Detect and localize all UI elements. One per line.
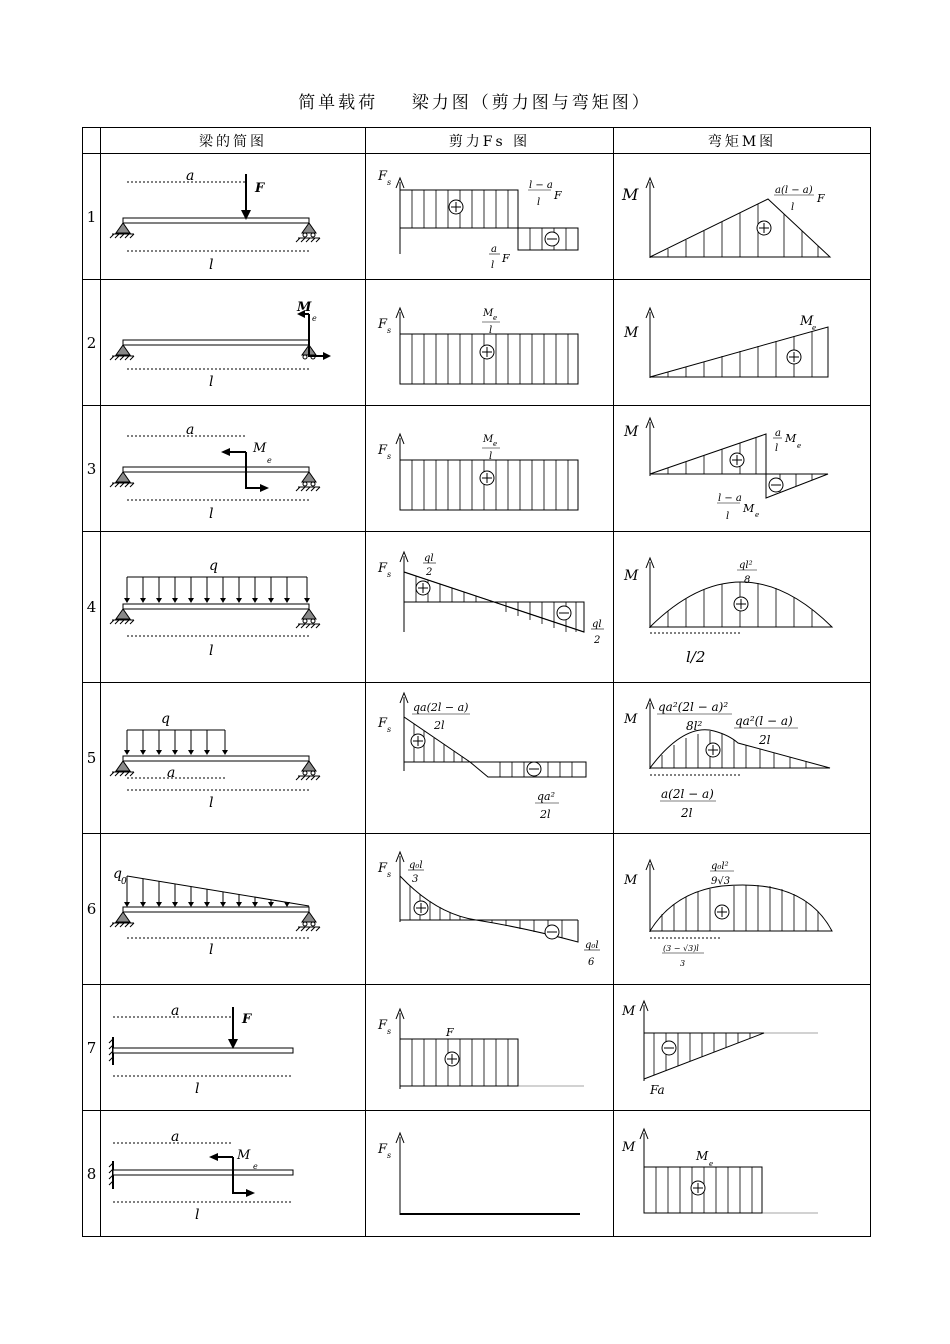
- shear-diagram-cell: [366, 406, 614, 532]
- svg-text:2l: 2l: [540, 808, 551, 821]
- svg-text:ql: ql: [424, 553, 434, 564]
- svg-text:l: l: [489, 325, 493, 336]
- svg-text:6: 6: [588, 957, 595, 968]
- label-a: a: [167, 765, 176, 781]
- distributed-load-icon: [124, 730, 228, 755]
- svg-text:s: s: [387, 725, 392, 734]
- shear-diagram-cell: [366, 985, 614, 1111]
- plus-sign-icon: [734, 597, 748, 611]
- label-l: l: [209, 942, 214, 958]
- label-l: l: [195, 1081, 200, 1097]
- table-row: [83, 532, 871, 683]
- moment-diagram-cell: [614, 683, 871, 834]
- plus-sign-icon: [706, 743, 720, 757]
- svg-text:e: e: [709, 1160, 714, 1168]
- svg-text:F: F: [446, 1026, 454, 1039]
- svg-text:s: s: [387, 870, 392, 879]
- svg-text:2: 2: [594, 635, 601, 646]
- moment-diagram-cell: [614, 834, 871, 985]
- shear-diagram-5: [366, 683, 614, 833]
- plus-sign-icon: [445, 1052, 459, 1066]
- table-row: [83, 280, 871, 406]
- minus-sign-icon: [557, 606, 571, 620]
- svg-text:0: 0: [121, 877, 127, 887]
- label-l: l: [209, 643, 214, 659]
- table-row: [83, 834, 871, 985]
- roller-support-icon: [296, 223, 320, 242]
- axis-label: F: [378, 561, 388, 576]
- svg-text:3: 3: [680, 959, 686, 968]
- svg-text:Fa: Fa: [650, 1083, 665, 1097]
- distributed-load-icon: [124, 876, 290, 907]
- label-l: l: [209, 374, 214, 390]
- shear-diagram-2: [366, 280, 614, 405]
- label-a: a: [186, 168, 195, 184]
- svg-text:e: e: [493, 314, 498, 322]
- plus-sign-icon: [449, 200, 463, 214]
- table-row: [83, 406, 871, 532]
- svg-text:M: M: [743, 502, 755, 515]
- svg-text:F: F: [817, 192, 825, 205]
- svg-text:e: e: [312, 314, 317, 323]
- moment-diagram-1: [614, 154, 871, 279]
- shear-diagram-cell: [366, 154, 614, 280]
- axis-label: F: [378, 169, 388, 184]
- pin-support-icon: [110, 912, 134, 927]
- row-number: 5: [83, 683, 101, 834]
- plus-sign-icon: [411, 734, 425, 748]
- label-a: a: [186, 422, 195, 438]
- label-a: a: [171, 1129, 180, 1145]
- moment-diagram-4: [614, 532, 871, 682]
- moment-diagram-7: [614, 985, 871, 1110]
- svg-text:M: M: [483, 308, 494, 319]
- moment-diagram-5: [614, 683, 871, 833]
- beam-sketch-cell: [101, 406, 366, 532]
- svg-text:l: l: [726, 511, 730, 522]
- svg-text:qa²(2l − a)²: qa²(2l − a)²: [658, 700, 729, 714]
- moment-diagram-6: [614, 834, 871, 984]
- beam-sketch-7: [101, 985, 366, 1110]
- svg-text:a: a: [491, 244, 497, 255]
- plus-sign-icon: [480, 471, 494, 485]
- beam-diagram-table: [82, 127, 871, 1237]
- plus-sign-icon: [787, 350, 801, 364]
- label-l: l: [195, 1207, 200, 1223]
- svg-text:8l²: 8l²: [686, 719, 703, 733]
- svg-text:s: s: [387, 326, 392, 335]
- svg-text:e: e: [812, 324, 817, 332]
- label-force: F: [255, 181, 265, 196]
- svg-text:qa(2l − a): qa(2l − a): [413, 701, 469, 714]
- row-number: 3: [83, 406, 101, 532]
- svg-text:l: l: [489, 451, 493, 462]
- axis-label: M: [624, 873, 638, 888]
- svg-text:2l: 2l: [759, 733, 771, 747]
- svg-text:e: e: [493, 440, 498, 448]
- svg-text:l/2: l/2: [686, 648, 706, 666]
- roller-support-icon: [296, 472, 320, 491]
- axis-label: F: [378, 861, 388, 876]
- svg-text:l: l: [775, 443, 779, 454]
- label-l: l: [209, 795, 214, 811]
- svg-text:e: e: [253, 1162, 258, 1171]
- minus-sign-icon: [545, 925, 559, 939]
- svg-text:e: e: [755, 511, 760, 519]
- table-row: [83, 985, 871, 1111]
- svg-text:e: e: [267, 456, 272, 465]
- beam-sketch-1: [101, 154, 366, 279]
- shear-diagram-cell: [366, 532, 614, 683]
- svg-text:l: l: [537, 197, 541, 208]
- axis-label: F: [378, 1018, 388, 1033]
- svg-text:q₀l: q₀l: [409, 860, 423, 871]
- beam-sketch-cell: [101, 683, 366, 834]
- row-number: 8: [83, 1111, 101, 1237]
- axis-label: F: [378, 1142, 388, 1157]
- moment-diagram-cell: [614, 280, 871, 406]
- label-moment: M: [253, 441, 267, 456]
- pin-support-icon: [110, 472, 134, 487]
- row-number: 6: [83, 834, 101, 985]
- svg-text:F: F: [502, 252, 510, 265]
- page-title: 简单载荷 梁力图（剪力图与弯矩图）: [298, 93, 652, 113]
- header-index: [83, 128, 101, 154]
- beam-sketch-4: [101, 532, 366, 682]
- beam-sketch-5: [101, 683, 366, 833]
- svg-text:(3 − √3)l: (3 − √3)l: [663, 944, 699, 953]
- svg-text:F: F: [554, 189, 562, 202]
- plus-sign-icon: [480, 345, 494, 359]
- beam-sketch-cell: [101, 834, 366, 985]
- svg-text:q₀l²: q₀l²: [711, 861, 729, 872]
- row-number: 4: [83, 532, 101, 683]
- beam-sketch-3: [101, 406, 366, 531]
- moment-diagram-8: [614, 1111, 871, 1236]
- minus-sign-icon: [527, 762, 541, 776]
- shear-diagram-cell: [366, 834, 614, 985]
- svg-text:s: s: [387, 570, 392, 579]
- row-number: 1: [83, 154, 101, 280]
- axis-label: M: [624, 424, 639, 440]
- moment-diagram-cell: [614, 1111, 871, 1237]
- shear-diagram-cell: [366, 1111, 614, 1237]
- minus-sign-icon: [545, 232, 559, 246]
- plus-sign-icon: [730, 453, 744, 467]
- pin-support-icon: [110, 223, 134, 238]
- plus-sign-icon: [416, 581, 430, 595]
- svg-text:a(2l − a): a(2l − a): [661, 787, 714, 801]
- label-l: l: [209, 257, 214, 273]
- roller-support-icon: [296, 761, 320, 780]
- plus-sign-icon: [691, 1181, 705, 1195]
- axis-label: M: [624, 568, 639, 584]
- svg-text:q₀l: q₀l: [585, 940, 599, 951]
- axis-label: F: [378, 716, 388, 731]
- svg-text:e: e: [797, 442, 802, 450]
- label-moment: M: [297, 300, 312, 315]
- svg-text:l: l: [491, 260, 495, 271]
- label-q: q: [161, 711, 170, 727]
- table-header-row: [83, 128, 871, 154]
- svg-text:9√3: 9√3: [711, 876, 731, 887]
- label-force: F: [242, 1012, 252, 1027]
- moment-diagram-cell: [614, 406, 871, 532]
- header-beam: 梁的简图: [101, 128, 366, 154]
- roller-support-icon: [296, 912, 320, 931]
- axis-label: M: [622, 1004, 636, 1019]
- distributed-load-icon: [124, 577, 310, 603]
- header-shear: 剪力Fs 图: [366, 128, 614, 154]
- shear-diagram-cell: [366, 683, 614, 834]
- svg-text:qa²: qa²: [537, 790, 556, 803]
- svg-text:s: s: [387, 178, 392, 187]
- shear-diagram-1: [366, 154, 614, 279]
- row-number: 2: [83, 280, 101, 406]
- axis-label: F: [378, 317, 388, 332]
- svg-text:3: 3: [412, 874, 419, 885]
- minus-sign-icon: [662, 1041, 676, 1055]
- label-l: l: [209, 506, 214, 522]
- beam-sketch-cell: [101, 1111, 366, 1237]
- fixed-support-icon: [109, 1037, 113, 1065]
- svg-text:8: 8: [744, 575, 751, 586]
- axis-label: F: [378, 443, 388, 458]
- moment-diagram-2: [614, 280, 871, 405]
- minus-sign-icon: [769, 478, 783, 492]
- svg-text:s: s: [387, 1027, 392, 1036]
- beam-sketch-2: [101, 280, 366, 405]
- axis-label: M: [622, 185, 639, 204]
- shear-diagram-6: [366, 834, 614, 984]
- shear-diagram-3: [366, 406, 614, 531]
- svg-text:M: M: [696, 1149, 709, 1163]
- pin-support-icon: [110, 345, 134, 360]
- roller-support-icon: [296, 609, 320, 628]
- moment-diagram-cell: [614, 985, 871, 1111]
- table-row: [83, 154, 871, 280]
- svg-text:M: M: [800, 314, 814, 329]
- shear-diagram-cell: [366, 280, 614, 406]
- beam-sketch-8: [101, 1111, 366, 1236]
- svg-text:l − a: l − a: [718, 493, 742, 504]
- table-row: [83, 1111, 871, 1237]
- axis-label: M: [624, 712, 638, 727]
- svg-text:2: 2: [426, 567, 433, 578]
- label-q: q: [209, 558, 218, 574]
- beam-sketch-cell: [101, 532, 366, 683]
- beam-sketch-cell: [101, 154, 366, 280]
- svg-text:a: a: [775, 428, 781, 439]
- beam-sketch-cell: [101, 280, 366, 406]
- label-a: a: [171, 1003, 180, 1019]
- moment-diagram-3: [614, 406, 871, 531]
- svg-text:2l: 2l: [434, 719, 445, 732]
- moment-diagram-cell: [614, 154, 871, 280]
- axis-label: M: [622, 1140, 636, 1155]
- shear-diagram-8: [366, 1111, 614, 1236]
- label-moment: M: [237, 1148, 251, 1163]
- svg-text:qa²(l − a): qa²(l − a): [735, 714, 793, 728]
- svg-text:l − a: l − a: [529, 180, 553, 191]
- svg-text:s: s: [387, 1151, 392, 1160]
- pin-support-icon: [110, 609, 134, 624]
- pin-support-icon: [110, 761, 134, 776]
- header-moment: 弯矩M图: [614, 128, 871, 154]
- svg-text:M: M: [483, 434, 494, 445]
- beam-sketch-cell: [101, 985, 366, 1111]
- svg-text:ql: ql: [592, 619, 602, 630]
- svg-text:M: M: [785, 432, 797, 445]
- fixed-support-icon: [109, 1161, 113, 1189]
- row-number: 7: [83, 985, 101, 1111]
- svg-text:ql²: ql²: [739, 560, 753, 571]
- svg-text:s: s: [387, 452, 392, 461]
- plus-sign-icon: [757, 221, 771, 235]
- svg-text:2l: 2l: [681, 806, 693, 820]
- svg-text:a(l − a): a(l − a): [775, 185, 813, 196]
- moment-diagram-cell: [614, 532, 871, 683]
- axis-label: M: [624, 325, 639, 341]
- table-row: [83, 683, 871, 834]
- beam-sketch-6: [101, 834, 366, 984]
- label-q: q: [113, 866, 122, 882]
- svg-text:l: l: [791, 202, 795, 213]
- shear-diagram-4: [366, 532, 614, 682]
- plus-sign-icon: [414, 901, 428, 915]
- shear-diagram-7: [366, 985, 614, 1110]
- plus-sign-icon: [715, 905, 729, 919]
